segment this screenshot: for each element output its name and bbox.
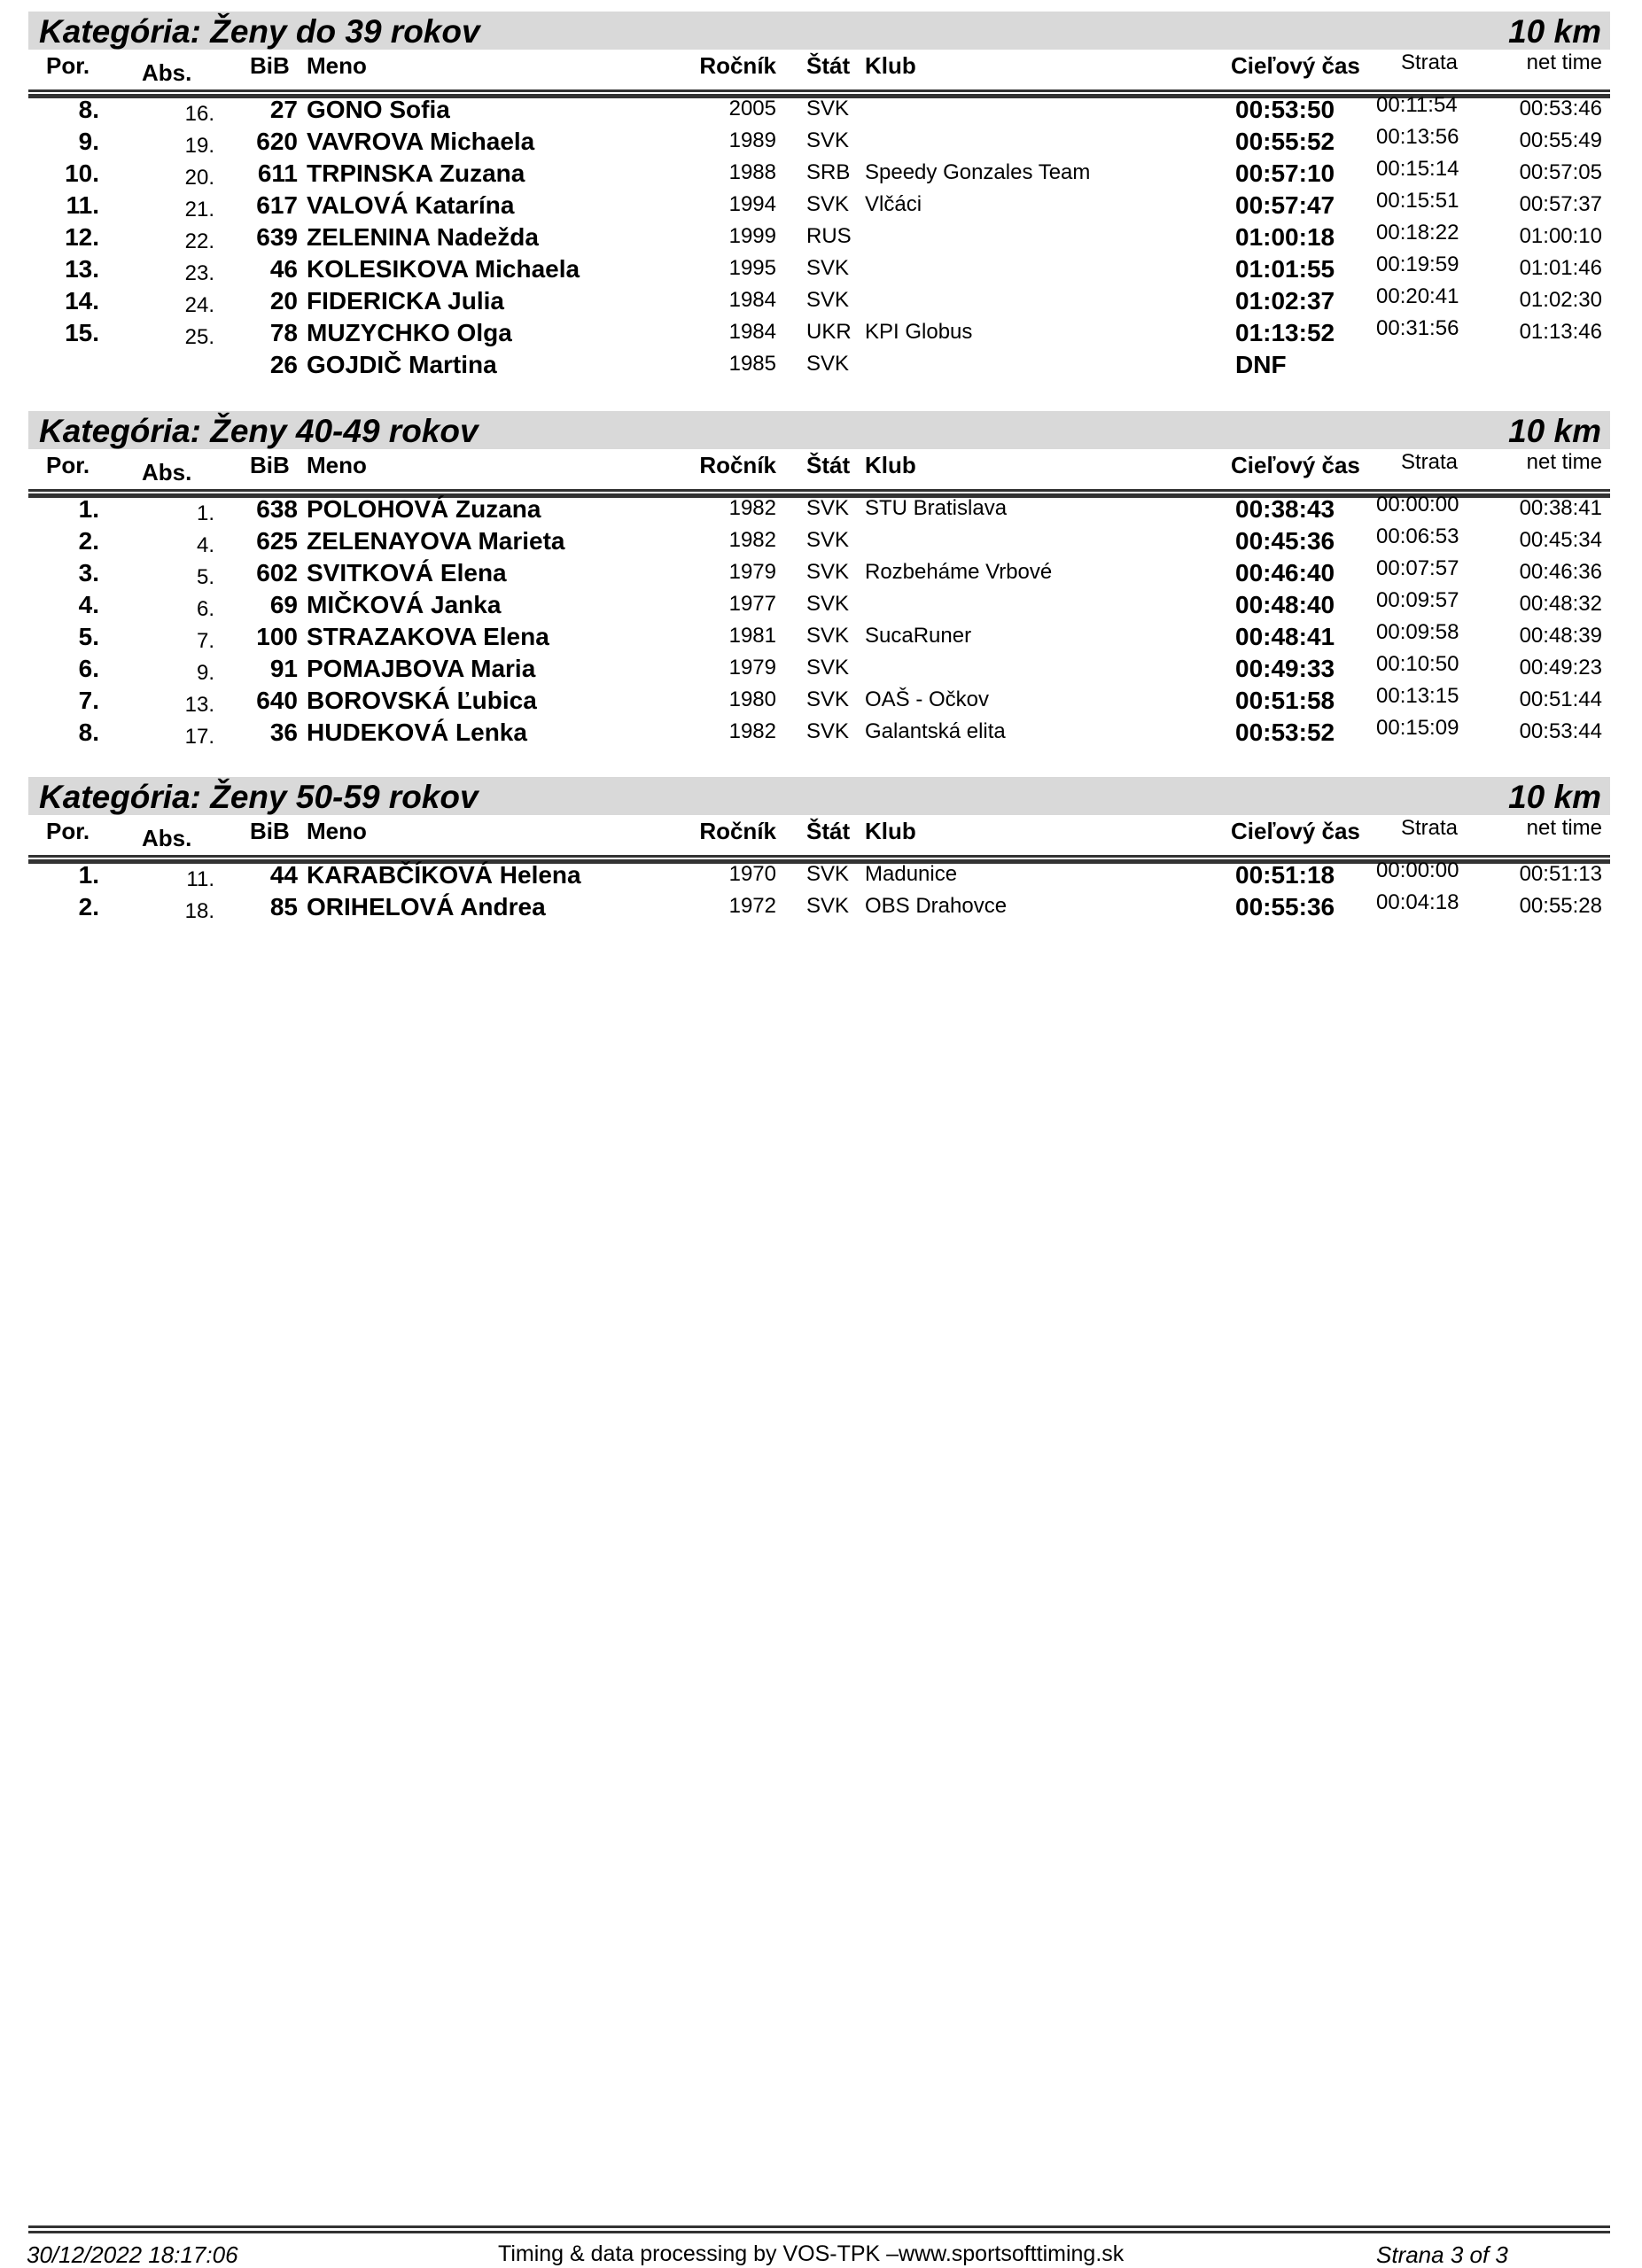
column-header-por: Por. [46,452,90,478]
column-header-rocnik: Ročník [699,452,776,478]
table-row [28,317,1610,349]
cell-stat: SVK [806,528,850,552]
column-header-stat: Štát [806,818,851,844]
cell-meno: POMAJBOVA Maria [307,655,536,682]
cell-cas: 00:53:50 [1235,96,1335,123]
cell-stat: SVK [806,894,850,918]
table-row [28,685,1610,717]
table-row [28,190,1610,221]
cell-net: 00:51:13 [1519,862,1602,886]
cell-cas: 00:55:36 [1235,893,1335,920]
cell-klub: Rozbeháme Vrbové [865,560,1053,584]
cell-por: 1. [78,861,99,889]
cell-net: 00:53:44 [1519,719,1602,743]
cell-por: 8. [78,718,99,746]
cell-rocnik: 1980 [728,687,776,711]
column-header-klub: Klub [865,818,916,844]
cell-klub: STU Bratislava [865,496,1008,520]
cell-cas: 01:13:52 [1235,319,1335,346]
cell-rocnik: 1981 [728,624,776,648]
cell-net: 00:53:46 [1519,97,1602,120]
cell-rocnik: 1999 [728,224,776,248]
cell-cas: 00:57:47 [1235,191,1335,219]
column-header-bib: BiB [250,818,290,844]
cell-cas: 01:01:55 [1235,255,1335,283]
cell-meno: GONO Sofia [307,96,450,123]
cell-stat: SVK [806,560,850,584]
cell-rocnik: 1977 [728,592,776,616]
table-row [28,221,1610,253]
cell-rocnik: 1982 [728,719,776,743]
cell-abs: 17. [184,725,214,749]
cell-strata: 00:15:09 [1376,716,1459,740]
footer-divider [28,2225,1610,2228]
table-row [28,589,1610,621]
table-row [28,717,1610,749]
column-header-cas: Cieľový čas [1231,818,1360,844]
cell-strata: 00:09:58 [1376,620,1459,644]
table-row [28,126,1610,158]
table-row [28,349,1610,381]
cell-klub: SucaRuner [865,624,972,648]
cell-net: 00:51:44 [1519,687,1602,711]
table-row [28,859,1610,891]
cell-por: 13. [65,255,99,283]
cell-strata: 00:07:57 [1376,556,1459,580]
cell-meno: MIČKOVÁ Janka [307,591,502,618]
cell-stat: SVK [806,862,850,886]
cell-stat: SVK [806,656,850,680]
cell-bib: 620 [256,128,298,155]
cell-rocnik: 1989 [728,128,776,152]
cell-strata: 00:15:51 [1376,189,1459,213]
cell-por: 2. [78,527,99,555]
cell-rocnik: 1982 [728,528,776,552]
cell-cas: 00:55:52 [1235,128,1335,155]
cell-meno: VALOVÁ Katarína [307,191,515,219]
cell-strata: 00:00:00 [1376,858,1459,882]
cell-abs: 11. [186,867,214,891]
cell-por: 6. [78,655,99,682]
cell-bib: 611 [257,159,298,187]
column-header-por: Por. [46,818,90,844]
column-header-stat: Štát [806,452,851,478]
cell-cas: 00:53:52 [1235,718,1335,746]
cell-bib: 91 [269,655,298,682]
cell-meno: SVITKOVÁ Elena [307,559,507,586]
column-header-net: net time [1526,450,1602,474]
cell-meno: KARABČÍKOVÁ Helena [307,861,581,889]
column-header-bib: BiB [250,452,290,478]
cell-net: 01:13:46 [1519,320,1602,344]
cell-net: 01:02:30 [1519,288,1602,312]
cell-abs: 1. [196,501,214,525]
cell-cas: 00:57:10 [1235,159,1335,187]
cell-por: 4. [78,591,99,618]
cell-stat: SVK [806,288,850,312]
cell-abs: 20. [184,166,214,190]
cell-strata: 00:13:15 [1376,684,1459,708]
cell-bib: 69 [269,591,298,618]
cell-bib: 638 [256,495,298,523]
cell-strata: 00:04:18 [1376,890,1459,914]
category-distance: 10 km [1508,13,1601,50]
cell-strata: 00:00:00 [1376,493,1459,517]
cell-cas: DNF [1235,351,1287,378]
cell-cas: 00:46:40 [1235,559,1335,586]
cell-por: 12. [65,223,99,251]
cell-cas: 00:48:41 [1235,623,1335,650]
cell-net: 00:46:36 [1519,560,1602,584]
cell-por: 9. [78,128,99,155]
cell-rocnik: 1984 [728,320,776,344]
table-row [28,158,1610,190]
cell-meno: POLOHOVÁ Zuzana [307,495,541,523]
cell-rocnik: 1985 [728,352,776,376]
cell-klub: Speedy Gonzales Team [865,160,1091,184]
cell-strata: 00:13:56 [1376,125,1459,149]
cell-rocnik: 1988 [728,160,776,184]
cell-net: 00:45:34 [1519,528,1602,552]
category-header-bar [28,411,1610,449]
cell-net: 00:48:32 [1519,592,1602,616]
cell-strata: 00:09:57 [1376,588,1459,612]
footer-credit: Timing & data processing by VOS-TPK –www.sportsofttiming.sk [498,2241,1124,2266]
cell-bib: 26 [269,351,298,378]
cell-meno: ZELENINA Nadežda [307,223,539,251]
cell-cas: 01:00:18 [1235,223,1335,251]
cell-stat: SVK [806,719,850,743]
cell-bib: 46 [269,255,298,283]
cell-strata: 00:11:54 [1376,93,1458,117]
column-header-abs: Abs. [142,825,192,851]
cell-strata: 00:15:14 [1376,157,1459,181]
cell-stat: UKR [806,320,852,344]
cell-rocnik: 1984 [728,288,776,312]
table-row [28,285,1610,317]
category-header-bar [28,777,1610,815]
table-row [28,94,1610,126]
table-row [28,493,1610,525]
cell-klub: Vlčáci [865,192,922,216]
cell-meno: GOJDIČ Martina [307,351,497,378]
cell-abs: 4. [196,533,214,557]
cell-net: 01:00:10 [1519,224,1602,248]
cell-bib: 100 [256,623,298,650]
cell-klub: OBS Drahovce [865,894,1008,918]
cell-abs: 16. [184,102,214,126]
cell-meno: ORIHELOVÁ Andrea [307,893,546,920]
cell-por: 10. [65,159,99,187]
cell-bib: 27 [269,96,298,123]
cell-abs: 18. [184,899,214,923]
cell-abs: 25. [184,325,214,349]
column-header-meno: Meno [307,52,367,79]
category-title: Kategória: Ženy 50-59 rokov [39,779,479,815]
table-row [28,621,1610,653]
cell-por: 14. [65,287,99,315]
cell-stat: RUS [806,224,852,248]
footer-datetime: 30/12/2022 18:17:06 [27,2241,238,2268]
column-headers [28,52,1610,84]
cell-por: 3. [78,559,99,586]
cell-cas: 00:45:36 [1235,527,1335,555]
cell-stat: SVK [806,256,850,280]
cell-klub: OAŠ - Očkov [865,687,990,711]
cell-rocnik: 1972 [728,894,776,918]
column-header-por: Por. [46,52,90,79]
column-header-strata: Strata [1401,50,1459,74]
cell-cas: 00:51:18 [1235,861,1335,889]
cell-abs: 7. [196,629,214,653]
column-header-strata: Strata [1401,450,1459,474]
cell-klub: KPI Globus [865,320,973,344]
cell-stat: SVK [806,97,850,120]
cell-rocnik: 1994 [728,192,776,216]
cell-meno: STRAZAKOVA Elena [307,623,549,650]
category-title: Kategória: Ženy 40-49 rokov [39,413,479,449]
cell-strata: 00:31:56 [1376,316,1459,340]
cell-meno: TRPINSKA Zuzana [307,159,525,187]
column-header-bib: BiB [250,52,290,79]
category-header-bar [28,12,1610,50]
category-title: Kategória: Ženy do 39 rokov [39,13,480,50]
cell-abs: 22. [184,229,214,253]
cell-stat: SVK [806,592,850,616]
cell-net: 00:55:49 [1519,128,1602,152]
cell-por: 11. [66,191,99,219]
column-header-abs: Abs. [142,59,192,86]
cell-bib: 20 [269,287,298,315]
cell-net: 00:48:39 [1519,624,1602,648]
cell-meno: ZELENAYOVA Marieta [307,527,565,555]
cell-stat: SRB [806,160,851,184]
column-header-abs: Abs. [142,459,192,485]
cell-rocnik: 1970 [728,862,776,886]
cell-stat: SVK [806,352,850,376]
cell-abs: 13. [184,693,214,717]
cell-por: 15. [65,319,99,346]
table-row [28,653,1610,685]
cell-stat: SVK [806,192,850,216]
cell-strata: 00:10:50 [1376,652,1459,676]
cell-stat: SVK [806,128,850,152]
cell-strata: 00:18:22 [1376,221,1459,245]
cell-bib: 617 [256,191,298,219]
column-header-klub: Klub [865,452,916,478]
column-header-strata: Strata [1401,816,1459,840]
cell-stat: SVK [806,687,850,711]
column-headers [28,818,1610,850]
cell-por: 2. [78,893,99,920]
cell-bib: 85 [269,893,298,920]
cell-net: 00:57:37 [1519,192,1602,216]
cell-cas: 00:48:40 [1235,591,1335,618]
cell-meno: KOLESIKOVA Michaela [307,255,580,283]
cell-abs: 24. [184,293,214,317]
footer-page-number: Strana 3 of 3 [1376,2241,1508,2268]
cell-bib: 640 [256,687,298,714]
cell-cas: 01:02:37 [1235,287,1335,315]
table-row [28,525,1610,557]
cell-rocnik: 1979 [728,656,776,680]
cell-por: 1. [78,495,99,523]
cell-cas: 00:38:43 [1235,495,1335,523]
cell-net: 00:38:41 [1519,496,1602,520]
cell-meno: MUZYCHKO Olga [307,319,512,346]
cell-meno: HUDEKOVÁ Lenka [307,718,527,746]
cell-bib: 602 [256,559,298,586]
cell-meno: FIDERICKA Julia [307,287,504,315]
cell-rocnik: 1979 [728,560,776,584]
cell-rocnik: 1982 [728,496,776,520]
cell-rocnik: 2005 [728,97,776,120]
cell-bib: 78 [269,319,298,346]
cell-bib: 44 [269,861,298,889]
cell-stat: SVK [806,496,850,520]
category-distance: 10 km [1508,779,1601,815]
cell-por: 7. [78,687,99,714]
column-header-meno: Meno [307,818,367,844]
cell-net: 00:57:05 [1519,160,1602,184]
cell-meno: VAVROVA Michaela [307,128,535,155]
cell-cas: 00:49:33 [1235,655,1335,682]
cell-abs: 5. [196,565,214,589]
cell-bib: 36 [269,718,298,746]
cell-cas: 00:51:58 [1235,687,1335,714]
cell-strata: 00:19:59 [1376,252,1459,276]
cell-meno: BOROVSKÁ Ľubica [307,687,537,714]
cell-net: 00:55:28 [1519,894,1602,918]
cell-stat: SVK [806,624,850,648]
cell-strata: 00:20:41 [1376,284,1459,308]
column-header-rocnik: Ročník [699,818,776,844]
cell-abs: 23. [184,261,214,285]
column-header-meno: Meno [307,452,367,478]
cell-strata: 00:06:53 [1376,524,1459,548]
column-header-rocnik: Ročník [699,52,776,79]
cell-bib: 639 [256,223,298,251]
cell-por: 8. [78,96,99,123]
cell-net: 01:01:46 [1519,256,1602,280]
table-row [28,557,1610,589]
column-header-cas: Cieľový čas [1231,452,1360,478]
cell-abs: 9. [196,661,214,685]
column-header-klub: Klub [865,52,916,79]
column-header-net: net time [1526,816,1602,840]
cell-rocnik: 1995 [728,256,776,280]
cell-abs: 21. [184,198,214,221]
category-distance: 10 km [1508,413,1601,449]
cell-net: 00:49:23 [1519,656,1602,680]
cell-por: 5. [78,623,99,650]
column-header-net: net time [1526,50,1602,74]
column-header-cas: Cieľový čas [1231,52,1360,79]
cell-klub: Madunice [865,862,958,886]
cell-klub: Galantská elita [865,719,1006,743]
table-row [28,253,1610,285]
table-row [28,891,1610,923]
cell-bib: 625 [256,527,298,555]
cell-abs: 19. [184,134,214,158]
column-header-stat: Štát [806,52,851,79]
column-headers [28,452,1610,484]
cell-abs: 6. [196,597,214,621]
